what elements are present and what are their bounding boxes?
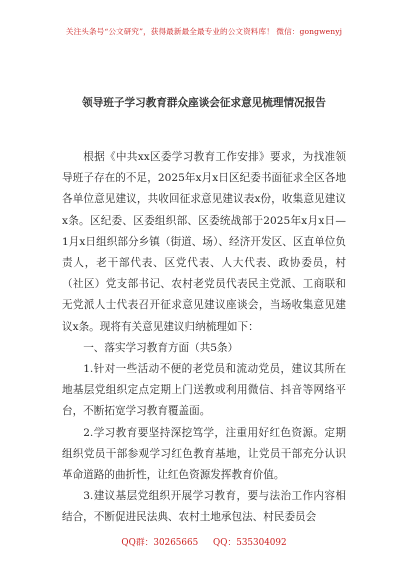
document-body xyxy=(62,147,346,529)
intro-paragraph: 根据《中共xx区委学习教育工作安排》要求，为找准领导班子存在的不足，2025年x月x日区纪委书面征求全区各地各单位意见建议，共收回征求意见建议表x份，收集意见建议x条。区纪委、区委组织部、区委统战部于2025年x月x日—1月x日组织部分乡镇（街道、场）、经济开发区、区直单位负责人，老干部代表、区党代表、人大代表、政协委员，村（社区）党支部书记、农村老党员代表民主党派、工商联和无党派人士代表召开征求意见建议座谈会，当场收集意见建议x条。现将有关意见建议归纳梳理如下： xyxy=(62,151,346,333)
qq-group-number: QQ群：30265665 xyxy=(121,538,199,548)
qq-number: QQ：535304092 xyxy=(213,538,287,548)
list-item-3: 3.建议基层党组织开展学习教育，要与法治工作内容相结合，不断促进民法典、农村土地承包法、村民委员会 xyxy=(62,490,346,524)
list-item-1: 1.针对一些活动不便的老党员和流动党员，建议其所在地基层党组织定点定期上门送教或利用微信、抖音等网络平台，不断拓宽学习教育覆盖面。 xyxy=(62,363,346,418)
section-heading: 一、落实学习教育方面（共5条） xyxy=(83,341,239,354)
header-banner: 关注头条号“公文研究”，获得最新最全最专业的公文资料库！ 微信：gongwenyj xyxy=(65,27,343,36)
list-item-2: 2.学习教育要坚持深挖笃学，注重用好红色资源。定期组织党员干部参观学习红色教育基地，让党员干部充分认识革命道路的曲折性，让红色资源发挥教育价值。 xyxy=(62,426,346,482)
document-title: 领导班子学习教育群众座谈会征求意见梳理情况报告 xyxy=(82,97,326,109)
footer-contact xyxy=(0,535,408,548)
